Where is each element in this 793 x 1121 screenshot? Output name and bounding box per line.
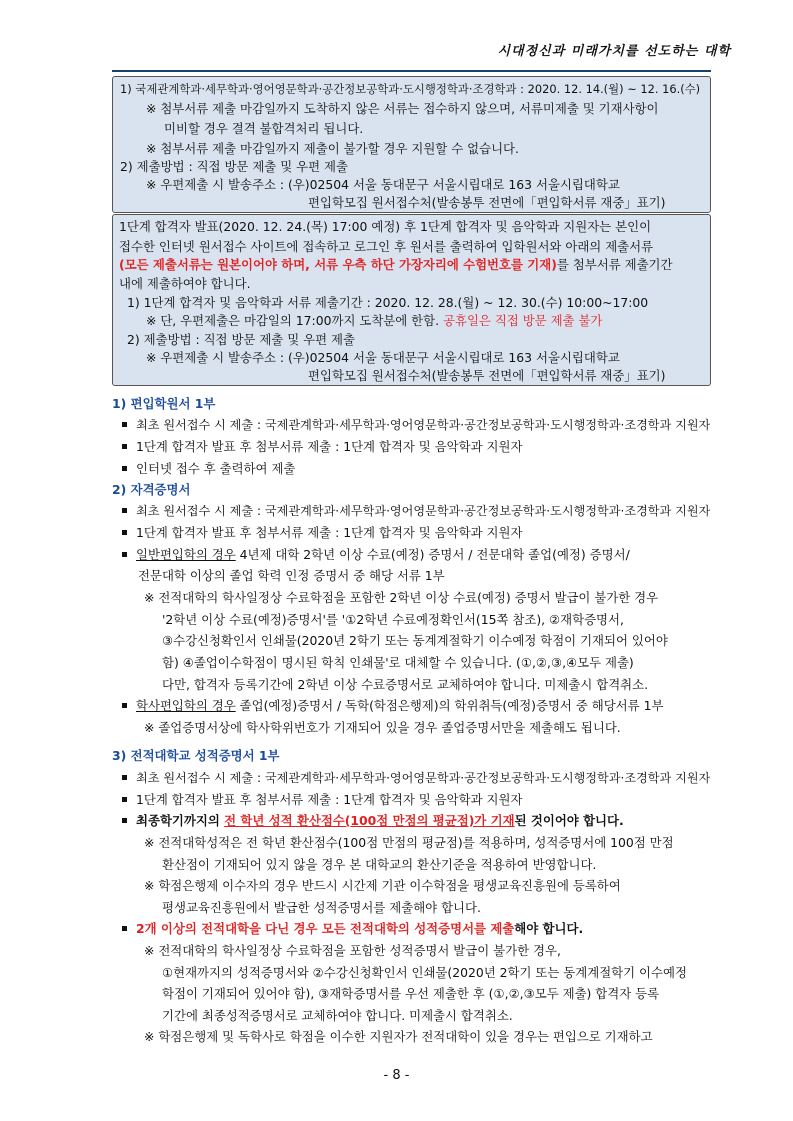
note: ※ 졸업증명서상에 학사학위번호가 기재되어 있을 경우 졸업증명서만을 제출해도 됩니다. [144, 720, 621, 735]
list-item: 학사편입학의 경우 졸업(예정)증명서 / 독학(학점은행제)의 학위취득(예정)증명서 중 해당서류 1부 [122, 697, 663, 715]
note-cont: 학점이 기재되어 있어야 함), ③재학증명서를 우선 제출한 후 (①,②,③모두 제출) 합격자 등록 [162, 986, 660, 1001]
bullet-icon [122, 926, 127, 931]
list-item: 1단계 합격자 발표 후 첨부서류 제출 : 1단계 합격자 및 음악학과 지원자 [122, 524, 522, 542]
list-item: 일반편입학의 경우 4년제 대학 2학년 이상 수료(예정) 증명서 / 전문대학 졸업(예정) 증명서/ [122, 546, 630, 564]
note-cont: '2학년 이상 수료(예정)증명서'를 '①2학년 수료예정확인서(15쪽 참조), ②재학증명서, [162, 612, 624, 627]
page-number: - 8 - [383, 1068, 410, 1083]
box1-method: 2) 제출방법 : 직접 방문 제출 및 우편 제출 [120, 159, 348, 174]
section-title-application: 1) 편입학원서 1부 [112, 396, 216, 411]
box2-method: 2) 제출방법 : 직접 방문 제출 및 우편 제출 [127, 332, 355, 347]
slogan-header: 시대정신과 미래가치를 선도하는 대학 [497, 44, 731, 59]
box2-mail-address-cont: 편입학모집 원서접수처(발송봉투 전면에「편입학서류 재중」표기) [308, 368, 666, 383]
list-item: 2개 이상의 전적대학을 다닌 경우 모든 전적대학의 성적증명서를 제출해야 합니다. [122, 920, 583, 938]
multi-college-requirement: 2개 이상의 전적대학을 다닌 경우 모든 전적대학의 성적증명서를 제출 [136, 921, 515, 936]
box1-note-2: ※ 첨부서류 제출 마감일까지 제출이 불가할 경우 지원할 수 없습니다. [146, 141, 519, 156]
box2-line-1: 1단계 합격자 발표(2020. 12. 24.(목) 17:00 예정) 후 1단계 합격자 및 음악학과 지원자는 본인이 [119, 219, 652, 234]
stage1-info-box [112, 214, 711, 386]
section-title-qualification: 2) 자격증명서 [112, 482, 191, 497]
box2-line-4: 내에 제출하여야 합니다. [119, 276, 251, 291]
score-requirement: 전 학년 성적 환산점수(100점 만점의 평균점)가 기재 [224, 813, 515, 828]
note-cont: ①현재까지의 성적증명서와 ②수강신청확인서 인쇄물(2020년 2학기 또는 동계계절학기 이수예정 [162, 965, 687, 980]
box2-line-2: 접수한 인터넷 원서접수 사이트에 접속하고 로그인 후 원서를 출력하여 입학원서와 아래의 제출서류 [119, 239, 654, 254]
list-item: 1단계 합격자 발표 후 첨부서류 제출 : 1단계 합격자 및 음악학과 지원자 [122, 791, 522, 809]
box1-mail-address: ※ 우편제출 시 발송주소 : (우)02504 서울 동대문구 서울시립대로 163 서울시립대학교 [146, 177, 620, 192]
note: ※ 전적대학의 학사일정상 수료학점을 포함한 성적증명서 발급이 불가한 경우, [144, 943, 561, 958]
bullet-icon [122, 775, 127, 780]
bullet-icon [122, 703, 127, 708]
bullet-icon [122, 530, 127, 535]
box1-mail-address-cont: 편입학모집 원서접수처(발송봉투 전면에「편입학서류 재중」표기) [308, 195, 666, 210]
bullet-icon [122, 422, 127, 427]
list-item: 최초 원서접수 시 제출 : 국제관계학과·세무학과·영어영문학과·공간정보공학과·도시행정학과·조경학과 지원자 [122, 502, 710, 520]
bullet-icon [122, 508, 127, 513]
box1-note-1: ※ 첨부서류 제출 마감일까지 도착하지 않은 서류는 접수하지 않으며, 서류미제출 및 기재사항이 [146, 101, 659, 116]
note: ※ 전적대학성적은 전 학년 환산점수(100점 만점의 평균점)를 적용하며, 성적증명서에 100점 만점 [144, 835, 674, 850]
note: ※ 전적대학의 학사일정상 수료학점을 포함한 2학년 이상 수료(예정) 증명서 발급이 불가한 경우 [144, 590, 659, 605]
bullet-icon [122, 466, 127, 471]
box2-period: 1) 1단계 합격자 및 음악학과 서류 제출기간 : 2020. 12. 28.(월) ~ 12. 30.(수) 10:00~17:00 [127, 295, 649, 310]
box2-mail-address: ※ 우편제출 시 발송주소 : (우)02504 서울 동대문구 서울시립대로 163 서울시립대학교 [146, 350, 620, 365]
original-docs-warning: (모든 제출서류는 원본이어야 하며, 서류 우측 하단 가장자리에 수험번호를 기재) [119, 257, 557, 272]
bullet-icon [122, 797, 127, 802]
note-cont: ③수강신청확인서 인쇄물(2020년 2학기 또는 동계계절학기 이수예정 학점이 기재되어 있어야 [162, 633, 668, 648]
box2-line-3: (모든 제출서류는 원본이어야 하며, 서류 우측 하단 가장자리에 수험번호를 기재)를 첨부서류 제출기간 [119, 257, 673, 272]
list-item: 인터넷 접수 후 출력하여 제출 [122, 460, 295, 478]
note: ※ 학점은행제 이수자의 경우 반드시 시간제 기관 이수학점을 평생교육진흥원에 등록하여 [144, 878, 621, 893]
deadline-info-box [112, 76, 711, 213]
note-cont: 환산점이 기재되어 있지 않을 경우 본 대학교의 환산기준을 적용하여 반영합니다. [162, 857, 597, 872]
note-cont: 평생교육진흥원에서 발급한 성적증명서를 제출해야 합니다. [162, 900, 481, 915]
list-item: 최초 원서접수 시 제출 : 국제관계학과·세무학과·영어영문학과·공간정보공학과·도시행정학과·조경학과 지원자 [122, 769, 710, 787]
header-rule [112, 70, 711, 72]
note-cont: 기간에 최종성적증명서로 교체하여야 합니다. 미제출시 합격취소. [162, 1008, 513, 1023]
box1-line-1: 1) 국제관계학과·세무학과·영어영문학과·공간정보공학과·도시행정학과·조경학과 : 2020. 12. 14.(월) ~ 12. 16.(수) [120, 82, 701, 96]
list-item: 최종학기까지의 전 학년 성적 환산점수(100점 만점의 평균점)가 기재된 것이어야 합니다. [122, 812, 624, 830]
list-item: 최초 원서접수 시 제출 : 국제관계학과·세무학과·영어영문학과·공간정보공학과·도시행정학과·조경학과 지원자 [122, 416, 710, 434]
list-item: 1단계 합격자 발표 후 첨부서류 제출 : 1단계 합격자 및 음악학과 지원자 [122, 438, 522, 456]
section-title-transcript: 3) 전적대학교 성적증명서 1부 [112, 748, 280, 763]
box1-note-1-cont: 미비할 경우 결격 불합격처리 됩니다. [164, 121, 364, 136]
bullet-icon [122, 818, 127, 823]
note-cont: 다만, 합격자 등록기간에 2학년 이상 수료증명서로 교체하여야 합니다. 미제출시 합격취소. [162, 677, 649, 692]
list-item-cont: 전문대학 이상의 졸업 학력 인정 증명서 중 해당 서류 1부 [138, 568, 445, 583]
holiday-warning: 공휴일은 직접 방문 제출 불가 [443, 313, 603, 328]
note: ※ 학점은행제 및 독학사로 학점을 이수한 지원자가 전적대학이 있을 경우는 편입으로 기재하고 [144, 1029, 653, 1044]
note-cont: 함) ④졸업이수학점이 명시된 학칙 인쇄물'로 대체할 수 있습니다. (①,②,③,④모두 제출) [162, 655, 634, 670]
bullet-icon [122, 552, 127, 557]
box2-mail-note: ※ 단, 우편제출은 마감일의 17:00까지 도착분에 한함. 공휴일은 직접 방문 제출 불가 [146, 313, 603, 328]
bullet-icon [122, 444, 127, 449]
